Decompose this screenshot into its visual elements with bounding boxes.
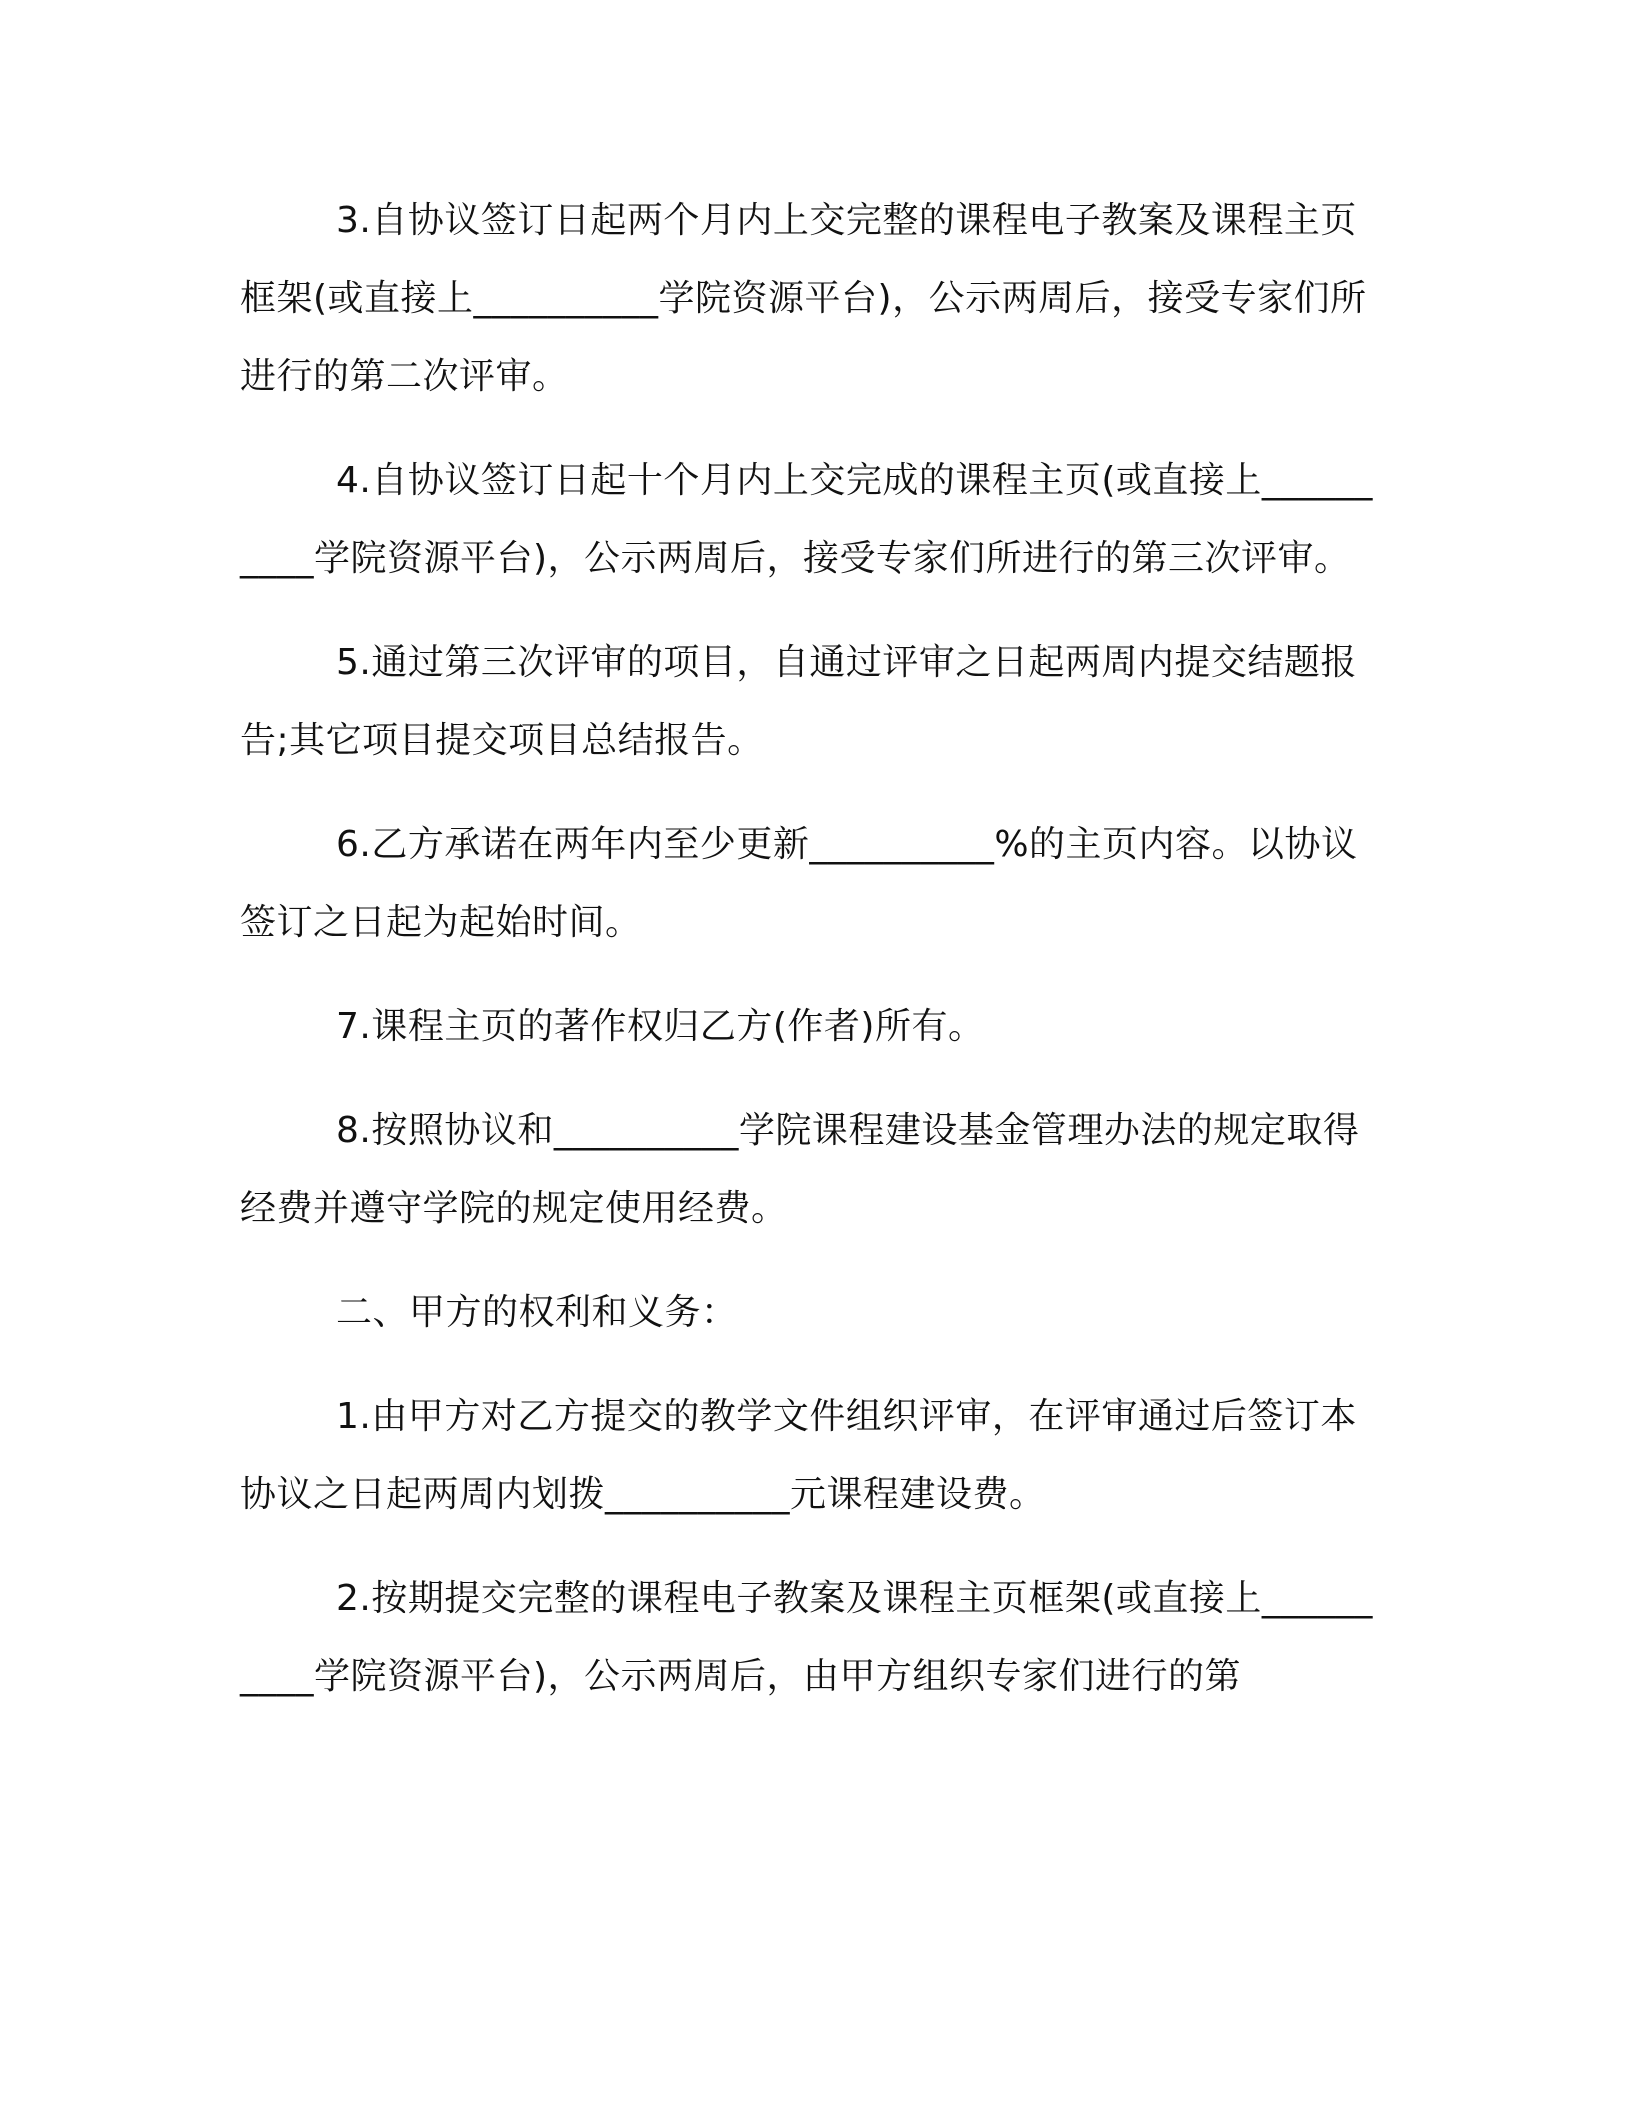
section-heading-party-a: 二、甲方的权利和义务： [336,1292,738,1333]
clause-6-paragraph: 6.乙方承诺在两年内至少更新__________%的主页内容。以协议签订之日起为起始时间。 [240,824,1358,943]
clause-4-paragraph: 4.自协议签订日起十个月内上交完成的课程主页(或直接上__________学院资源平台)，公示两周后，接受专家们所进行的第三次评审。 [240,460,1373,579]
document-page [240,182,1390,1742]
clause-7-paragraph: 7.课程主页的著作权归乙方(作者)所有。 [336,1006,985,1047]
party-a-clause-1-paragraph: 1.由甲方对乙方提交的教学文件组织评审，在评审通过后签订本协议之日起两周内划拨__________元课程建设费。 [240,1396,1357,1515]
clause-8-paragraph: 8.按照协议和__________学院课程建设基金管理办法的规定取得经费并遵守学院的规定使用经费。 [240,1110,1360,1229]
clause-5-paragraph: 5.通过第三次评审的项目，自通过评审之日起两周内提交结题报告;其它项目提交项目总结报告。 [240,642,1357,761]
party-a-clause-2-paragraph: 2.按期提交完整的课程电子教案及课程主页框架(或直接上__________学院资源平台)，公示两周后，由甲方组织专家们进行的第 [240,1578,1373,1697]
clause-3-paragraph: 3.自协议签订日起两个月内上交完整的课程电子教案及课程主页框架(或直接上__________学院资源平台)，公示两周后，接受专家们所进行的第二次评审。 [240,200,1367,397]
